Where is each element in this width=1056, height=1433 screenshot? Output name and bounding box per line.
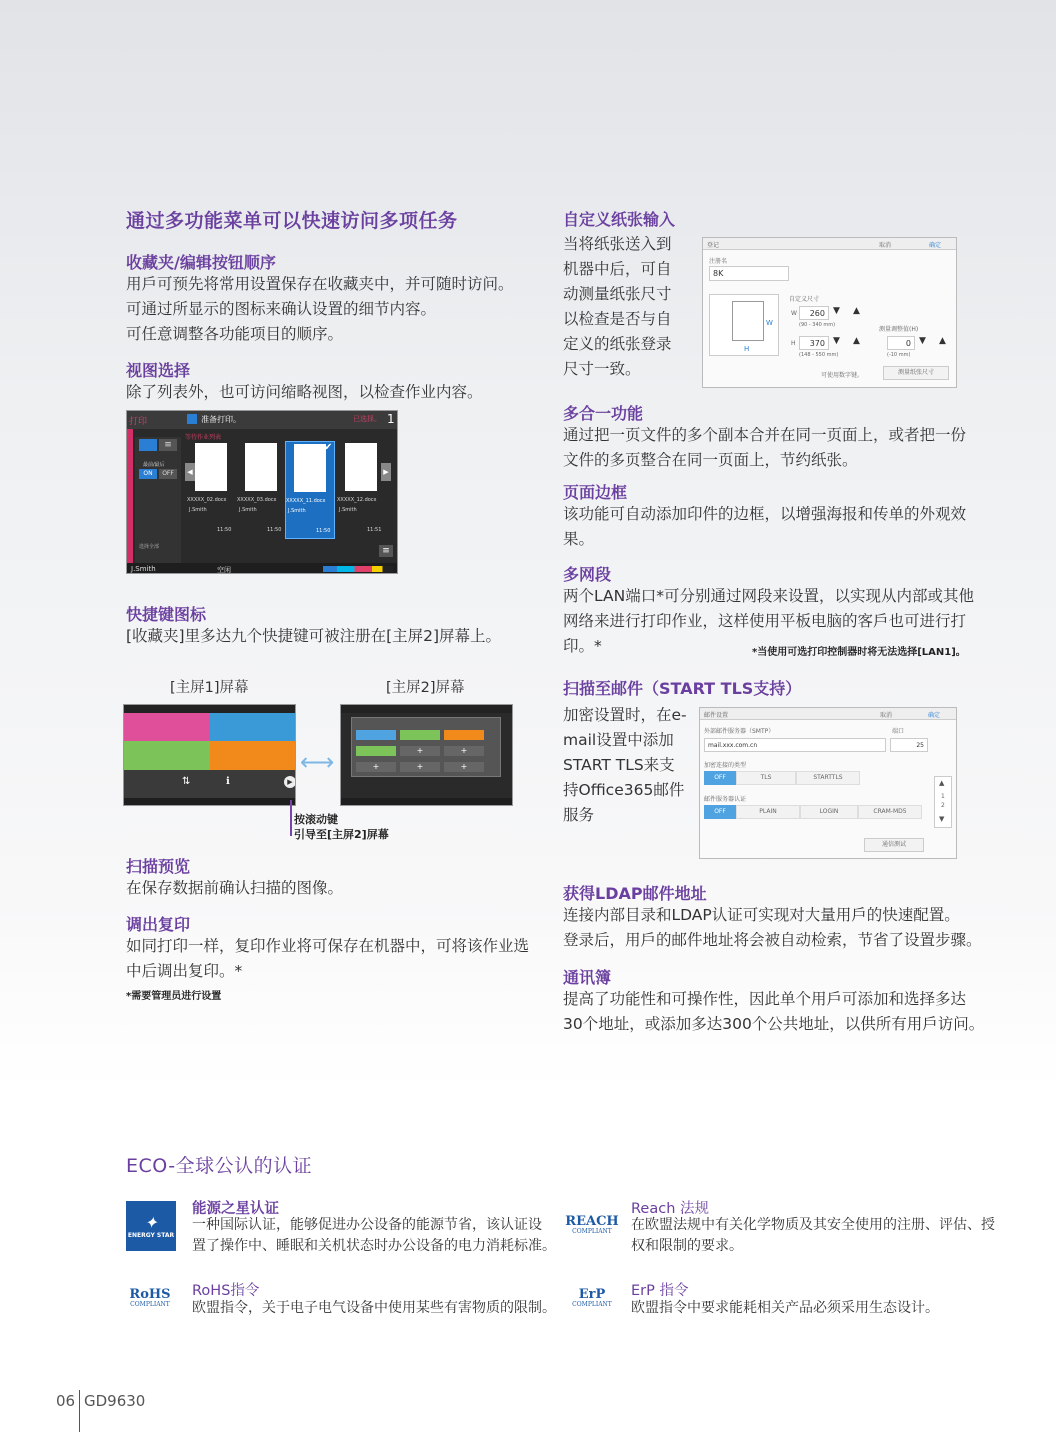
- encryption-option-tls[interactable]: TLS: [736, 771, 796, 785]
- panel-header: [700, 708, 956, 720]
- doc-user: J.Smith: [239, 507, 257, 513]
- shortcut-text: [收藏夹]里多达九个快捷键可被注册在[主屏2]屏幕上。: [126, 627, 502, 645]
- port-input[interactable]: 25: [890, 738, 928, 752]
- reach-logo-text: REACH: [565, 1214, 619, 1229]
- text-line: 服务: [563, 806, 595, 824]
- panel-header: [703, 238, 956, 250]
- ok-button[interactable]: 确定: [928, 712, 941, 719]
- print-screen-header: [127, 411, 398, 429]
- info-icon[interactable]: ℹ: [226, 776, 230, 787]
- multi-segment-title: 多网段: [563, 565, 612, 584]
- text-line: 30个地址，或添加多达300个公共地址，以供所有用戶访问。: [563, 1015, 985, 1033]
- smtp-server-input[interactable]: mail.xxx.com.cn: [704, 738, 886, 752]
- doc-name: XXXXX_12.docx: [337, 497, 377, 503]
- storage-tile[interactable]: [210, 741, 296, 770]
- doc-card[interactable]: [237, 441, 285, 539]
- page-current: 1: [941, 793, 945, 800]
- select-all-button[interactable]: 选择全部: [139, 544, 160, 550]
- doc-name: XXXXX_02.docx: [187, 497, 227, 503]
- text-line: 置了操作中、睡眠和关机状态时办公设备的电力消耗标准。: [192, 1238, 556, 1254]
- scroll-up-icon[interactable]: ▲: [939, 779, 945, 787]
- panel-title: 邮件设置: [704, 712, 729, 719]
- text-line: 提高了功能性和可操作性，因此单个用戶可添加和选择多达: [563, 990, 967, 1008]
- selected-count: 1: [387, 412, 395, 426]
- text-line: 当将纸张送入到: [563, 235, 672, 253]
- doc-user: J.Smith: [288, 508, 306, 514]
- favorite-button[interactable]: [356, 746, 396, 756]
- port-label: 端口: [892, 728, 905, 735]
- text-line: 可通过所显示的图标来确认设置的细节内容。: [126, 300, 437, 318]
- increase-icon[interactable]: ▲: [939, 336, 946, 346]
- energy-star-swoosh-icon: ✦: [144, 1213, 158, 1232]
- doc-user: J.Smith: [189, 507, 207, 513]
- text-line: START TLS来支: [563, 756, 675, 774]
- page-total: 2: [941, 802, 945, 809]
- paper-shape: [732, 301, 764, 341]
- border-text: [563, 502, 966, 552]
- h-label: H: [791, 340, 796, 347]
- text-line: 机器中后，可自: [563, 260, 672, 278]
- job-list-label: 等待作业列表: [185, 434, 222, 441]
- text-line: 连接内部目录和LDAP认证可实现对大量用戶的快速配置。: [563, 906, 960, 924]
- annotation-guide: 引导至[主屏2]屏幕: [294, 828, 389, 841]
- text-line: 登录后，用戶的邮件地址将会被自动检索，节省了设置步骤。: [563, 931, 982, 949]
- erp-logo-sub: COMPLIANT: [572, 1301, 612, 1308]
- add-icon[interactable]: +: [400, 746, 440, 756]
- thumbnail-view-button[interactable]: [139, 439, 157, 451]
- view-title: 视图选择: [126, 361, 191, 380]
- annotation-line: [290, 800, 292, 836]
- cancel-button[interactable]: 取消: [879, 242, 892, 249]
- add-icon[interactable]: +: [400, 762, 440, 772]
- text-line: 果。: [563, 530, 595, 548]
- energy-star-logo: [126, 1201, 176, 1251]
- eco-title: ECO-全球公认的认证: [126, 1155, 313, 1177]
- name-input[interactable]: 8K: [709, 266, 789, 281]
- toggle-off-button[interactable]: OFF: [159, 469, 177, 479]
- doc-time: 11:50: [267, 527, 282, 533]
- home1-footer: [124, 798, 296, 806]
- text-line: 两个LAN端口*可分别通过网段来设置，以实现从内部或其他: [563, 587, 974, 605]
- measure-size-button[interactable]: 测量纸张尺寸: [883, 366, 949, 380]
- multi-segment-note: *当使用可选打印控制器时将无法选择[LAN1]。: [752, 647, 966, 658]
- erp-logo-text: ErP: [578, 1287, 606, 1302]
- shortcut-title: 快捷键图标: [126, 605, 207, 624]
- height-input[interactable]: 370: [799, 336, 829, 350]
- view-text: 除了列表外，也可访问缩略视图，以检查作业内容。: [126, 383, 483, 401]
- text-line: 该功能可自动添加印件的边框，以增强海报和传单的外观效: [563, 505, 967, 523]
- doc-thumbnail: [245, 443, 277, 491]
- reach-logo-sub: COMPLIANT: [572, 1228, 612, 1235]
- info-icon: [187, 414, 197, 424]
- section-title-multifunction: 通过多功能菜单可以快速访问多项任务: [126, 210, 458, 232]
- sort-icon[interactable]: ⇅: [182, 776, 191, 787]
- scroll-right-arrow[interactable]: ▶: [381, 463, 391, 481]
- text-line: 用戶可预先将常用设置保存在收藏夹中，并可随时访问。: [126, 275, 514, 293]
- text-line: 权和限制的要求。: [631, 1238, 743, 1254]
- footer-divider: [79, 1390, 80, 1432]
- text-line: 在欧盟法规中有关化学物质及其安全使用的注册、评估、授: [631, 1217, 995, 1233]
- text-line: 可任意调整各功能项目的顺序。: [126, 325, 344, 343]
- annotation-scroll-key: 按滚动键: [294, 813, 338, 826]
- rohs-title: RoHS指令: [192, 1283, 260, 1299]
- home2-topbar: [341, 705, 513, 713]
- custom-paper-text: [563, 232, 672, 382]
- energy-star-title: 能源之星认证: [192, 1201, 279, 1217]
- energy-star-logo-text: ENERGY STAR: [127, 1232, 175, 1239]
- doc-user: J.Smith: [339, 507, 357, 513]
- home1-topbar: [124, 705, 296, 713]
- home1-label: [主屏1]屏幕: [170, 680, 249, 696]
- menu-icon[interactable]: ≡: [379, 545, 393, 557]
- decrease-icon[interactable]: ▼: [833, 336, 840, 346]
- multi-up-text: [563, 423, 966, 473]
- recall-title: 调出复印: [126, 915, 191, 934]
- text-line: 如同打印一样，复印作业将可保存在机器中，可将该作业选: [126, 937, 530, 955]
- home1-screenshot: [123, 704, 296, 806]
- height-range: (148 - 550 mm): [799, 352, 839, 358]
- auth-label: 邮件服务器认证: [704, 796, 747, 803]
- doc-thumbnail: [294, 444, 326, 492]
- doc-time: 11:51: [367, 527, 382, 533]
- toggle-label: 最前/最后: [143, 462, 165, 468]
- add-icon[interactable]: +: [444, 762, 484, 772]
- encryption-label: 加密连接的类型: [704, 762, 747, 769]
- text-line: 文件的多页整合在同一页面上，节约纸张。: [563, 451, 858, 469]
- reach-logo: [566, 1212, 618, 1238]
- rohs-logo-text: RoHS: [129, 1287, 171, 1302]
- border-title: 页面边框: [563, 483, 628, 502]
- home2-screenshot: [340, 704, 513, 806]
- footer-user: J.Smith: [131, 565, 156, 573]
- check-icon: ✔: [324, 442, 333, 453]
- custom-paper-panel: [702, 237, 957, 388]
- size-label: 自定义尺寸: [789, 296, 820, 303]
- address-book-title: 通讯簿: [563, 968, 612, 987]
- footer-status: 空闲: [217, 566, 231, 574]
- text-line: 以检查是否与自: [563, 310, 672, 328]
- custom-paper-title: 自定义纸张输入: [563, 210, 676, 229]
- rohs-text: 欧盟指令，关于电子电气设备中使用某些有害物质的限制。: [192, 1300, 556, 1316]
- doc-time: 11:50: [316, 528, 331, 534]
- selected-label: 已选择。: [353, 415, 381, 423]
- adjust-range: (-10 mm): [887, 352, 911, 358]
- increase-icon[interactable]: ▲: [853, 306, 860, 316]
- text-line: 网络来进行打印作业，这样使用平板电脑的客戶也可进行打: [563, 612, 967, 630]
- erp-logo: [566, 1285, 618, 1311]
- text-line: 持Office365邮件: [563, 781, 685, 799]
- rohs-logo: [124, 1285, 176, 1311]
- smtp-label: 外部邮件服务器（SMTP）: [704, 728, 775, 735]
- erp-title: ErP 指令: [631, 1283, 689, 1299]
- add-icon[interactable]: +: [356, 762, 396, 772]
- print-screen-screenshot: [126, 410, 398, 574]
- text-line: 定义的纸张登录: [563, 335, 672, 353]
- add-icon[interactable]: +: [444, 746, 484, 756]
- auth-option-cram-md5[interactable]: CRAM-MD5: [858, 805, 922, 819]
- encryption-option-starttls[interactable]: STARTTLS: [796, 771, 860, 785]
- text-line: 印。*: [563, 637, 602, 655]
- scan-tile[interactable]: [210, 713, 296, 741]
- address-book-text: [563, 987, 984, 1037]
- doc-time: 11:50: [217, 527, 232, 533]
- text-line: 动测量纸张尺寸: [563, 285, 672, 303]
- adjust-input[interactable]: 0: [887, 336, 915, 350]
- print-tile[interactable]: [124, 713, 210, 741]
- scan-preview-text: 在保存数据前确认扫描的图像。: [126, 879, 344, 897]
- h-dimension-mark: H: [744, 345, 750, 353]
- doc-card[interactable]: [187, 441, 235, 539]
- multi-up-title: 多合一功能: [563, 404, 644, 423]
- width-range: (90 - 340 mm): [799, 322, 836, 328]
- ok-button[interactable]: 确定: [929, 242, 942, 249]
- page-number: 06: [56, 1392, 76, 1410]
- w-label: W: [791, 310, 797, 317]
- reach-title: Reach 法规: [631, 1201, 710, 1217]
- rohs-logo-sub: COMPLIANT: [130, 1301, 170, 1308]
- doc-name: XXXXX_03.docx: [237, 497, 277, 503]
- mode-side-bar: [127, 429, 133, 565]
- double-arrow-icon: ⟷: [300, 748, 335, 776]
- toggle-on-button[interactable]: ON: [139, 469, 157, 479]
- home2-label: [主屏2]屏幕: [386, 680, 465, 696]
- ldap-title: 获得LDAP邮件地址: [563, 884, 707, 903]
- favorite-button[interactable]: [356, 730, 396, 740]
- recall-note: *需要管理员进行设置: [126, 991, 222, 1002]
- copy-tile[interactable]: [124, 741, 210, 770]
- reach-text: [631, 1215, 995, 1257]
- favorite-button[interactable]: [400, 730, 440, 740]
- print-mode-label: 打印: [129, 417, 148, 427]
- name-label: 注册名: [709, 258, 728, 265]
- scan-email-title: 扫描至邮件（START TLS支持）: [563, 679, 802, 698]
- text-line: 尺寸一致。: [563, 360, 641, 378]
- doc-thumbnail: [345, 443, 377, 491]
- print-screen-footer: [127, 563, 398, 574]
- favorite-button[interactable]: [444, 730, 484, 740]
- w-dimension-mark: W: [766, 319, 773, 327]
- home2-footer: [341, 798, 513, 806]
- print-status-title: 准备打印。: [201, 415, 241, 424]
- email-settings-panel: [699, 707, 957, 859]
- doc-name: XXXXX_11.docx: [286, 498, 326, 504]
- scan-preview-title: 扫描预览: [126, 857, 191, 876]
- text-line: 加密设置时，在e-: [563, 706, 687, 724]
- page-scroller: [934, 776, 952, 828]
- cancel-button[interactable]: 取消: [880, 712, 893, 719]
- text-line: 中后调出复印。*: [126, 962, 243, 980]
- doc-card-selected[interactable]: [285, 441, 335, 539]
- text-line: mail设置中添加: [563, 731, 674, 749]
- energy-star-text: [192, 1215, 556, 1257]
- doc-thumbnail: [195, 443, 227, 491]
- scroll-key-icon[interactable]: ▶: [284, 776, 296, 788]
- decrease-icon[interactable]: ▼: [833, 306, 840, 316]
- connection-test-button[interactable]: 通信测试: [864, 838, 924, 852]
- text-line: 一种国际认证，能够促进办公设备的能源节省，该认证设: [192, 1217, 542, 1233]
- encryption-option-off[interactable]: OFF: [704, 771, 736, 785]
- home1-lower-row: [124, 770, 296, 798]
- doc-card[interactable]: [337, 441, 385, 539]
- favorites-title: 收藏夹/编辑按钮顺序: [126, 253, 276, 272]
- auth-option-login[interactable]: LOGIN: [800, 805, 858, 819]
- recall-text: [126, 934, 529, 984]
- toner-level-icon: [323, 566, 393, 572]
- increase-icon[interactable]: ▲: [853, 336, 860, 346]
- scan-email-text: [563, 703, 687, 828]
- panel-title: 登记: [707, 242, 720, 249]
- favorites-panel: [351, 717, 501, 777]
- model-name: GD9630: [84, 1392, 146, 1410]
- print-left-panel: [135, 437, 181, 565]
- auth-option-plain[interactable]: PLAIN: [736, 805, 800, 819]
- ldap-text: [563, 903, 982, 953]
- text-line: 通过把一页文件的多个副本合并在同一页面上，或者把一份: [563, 426, 967, 444]
- favorites-text: [126, 272, 514, 347]
- width-input[interactable]: 260: [799, 306, 829, 320]
- erp-text: 欧盟指令中要求能耗相关产品必须采用生态设计。: [631, 1300, 939, 1316]
- decrease-icon[interactable]: ▼: [919, 336, 926, 346]
- scroll-left-arrow[interactable]: ◀: [185, 463, 195, 481]
- numeric-keys-hint: 可使用数字键。: [821, 372, 864, 379]
- list-view-button[interactable]: ≡: [159, 439, 177, 451]
- paper-diagram: [709, 294, 779, 356]
- adjust-label: 测量调整值(H): [879, 326, 919, 333]
- scroll-down-icon[interactable]: ▼: [939, 815, 945, 823]
- auth-option-off[interactable]: OFF: [704, 805, 736, 819]
